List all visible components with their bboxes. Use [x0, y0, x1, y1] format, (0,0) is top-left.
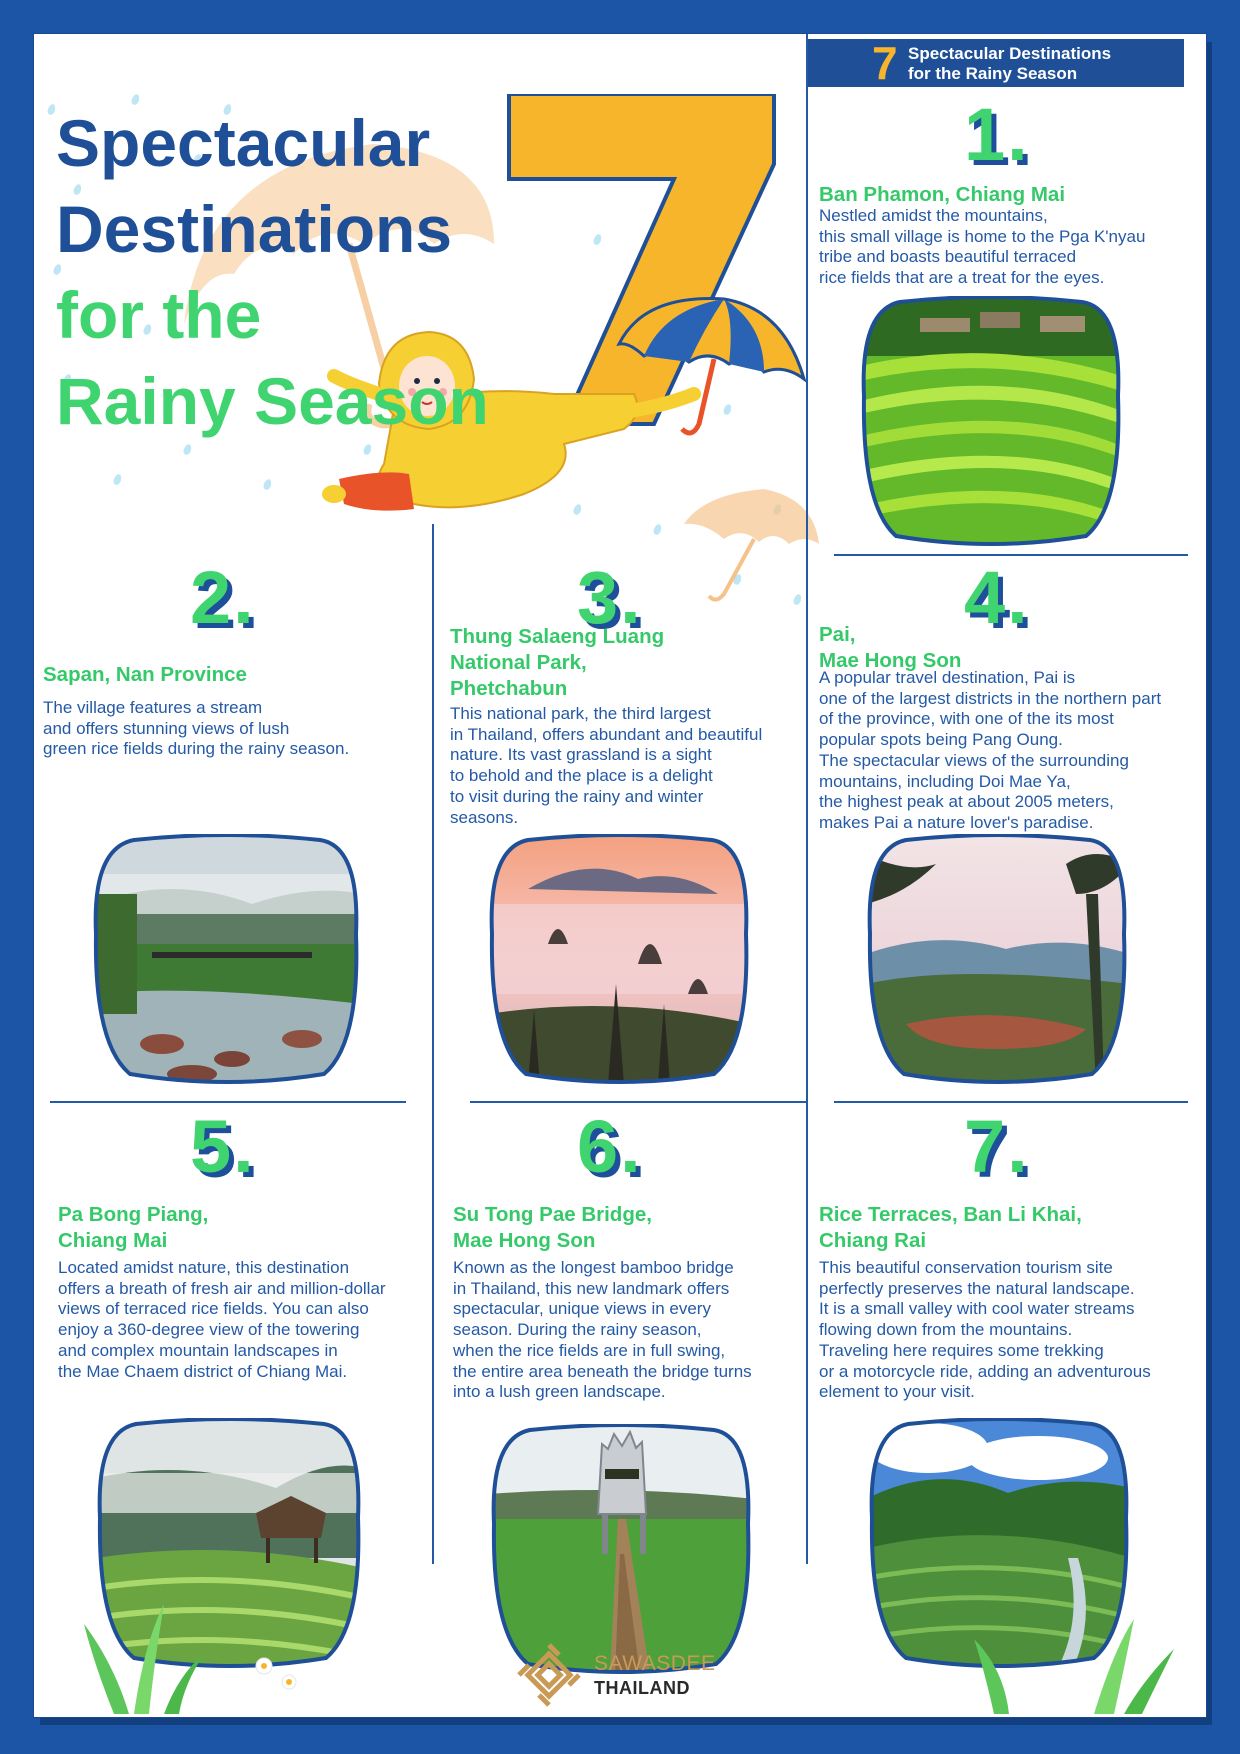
umbrella-icon [684, 489, 819, 600]
destination-description: Located amidst nature, this destination offers a breath of fresh air and million-dollar views of terraced rice fields. You can also enjoy a 360-degree view of the towering and complex mountain landscapes in the Mae Chaem district of Chiang Mai. [58, 1258, 386, 1381]
destination-description: Known as the longest bamboo bridge in Thailand, this new landmark offers spectacular, unique views in every season. During the rainy season, when the rice fields are in full swing, the entire area beneath the bridge turns into a lush green landscape. [453, 1258, 752, 1402]
hero-title [56, 106, 489, 454]
sawasdee-thailand-logo-icon [516, 1642, 582, 1708]
destination-number: 4. [964, 556, 1030, 639]
destination-description: This beautiful conservation tourism site perfectly preserves the natural landscape. It is a small valley with cool water streams flowing down from the mountains. Traveling here requires some trekking or a motorcycle ride, adding an adventurous element to your visit. [819, 1258, 1151, 1402]
photo-pine-mountain-viewpoint [866, 834, 1130, 1084]
column-divider-right [806, 34, 808, 1564]
hero-title-line-3: for the [56, 278, 262, 352]
row-divider [470, 1101, 806, 1103]
destination-number: 5. [190, 1105, 256, 1188]
destination-number: 7. [964, 1105, 1030, 1188]
banner-number: 7 [872, 37, 898, 89]
destination-description: The village features a stream and offers stunning views of lush green rice fields during the rainy season. [43, 698, 350, 759]
sawasdee-thailand-logo [516, 1642, 756, 1708]
destination-description: This national park, the third largest in Thailand, offers abundant and beautiful nature. Its vast grassland is a sight to behold and the place is a delight to visit during the rainy and winter seasons. [450, 704, 763, 827]
banner-line-1: Spectacular Destinations [908, 44, 1112, 63]
photo-misty-grassland-sunrise [488, 834, 752, 1084]
banner [806, 39, 1184, 87]
hero-title-line-2: Destinations [56, 192, 453, 266]
destination-description: A popular travel destination, Pai is one of the largest districts in the northern part of the province, with one of the its most popular spots being Pang Oung. The spectacular views of the surrounding mountains, including Doi Mae Ya, the highest peak at about 2005 meters, makes Pai a nature lover's paradise. [819, 668, 1162, 833]
destination-title: Sapan, Nan Province [43, 663, 247, 686]
destination-number: 1. [964, 93, 1030, 176]
infographic-sheet [34, 34, 1206, 1717]
destination-title: Thung Salaeng Luang National Park, Phetchabun [450, 625, 665, 701]
destination-title: Pa Bong Piang, Chiang Mai [58, 1203, 209, 1253]
row-divider [834, 1101, 1188, 1103]
destination-number: 3. [577, 556, 643, 639]
logo-line-2: THAILAND [594, 1678, 690, 1698]
flower-icon [244, 1654, 304, 1694]
photo-river-bridge-misty-hills [92, 834, 362, 1084]
destination-title: Pai, Mae Hong Son [819, 623, 962, 673]
destination-number: 2. [190, 556, 256, 639]
big-seven-icon [509, 94, 774, 424]
destination-title: Rice Terraces, Ban Li Khai, Chiang Rai [819, 1203, 1082, 1253]
logo-line-1: SAWASDEE [594, 1652, 716, 1675]
row-divider [50, 1101, 406, 1103]
column-divider-left [432, 524, 434, 1564]
photo-bamboo-bridge-gate [490, 1424, 754, 1674]
destination-number: 6. [577, 1105, 643, 1188]
banner-line-2: for the Rainy Season [908, 64, 1078, 83]
destination-title: Su Tong Pae Bridge, Mae Hong Son [453, 1203, 652, 1253]
hero-title-line-1: Spectacular [56, 106, 431, 180]
destination-description: Nestled amidst the mountains, this small village is home to the Pga K'nyau tribe and boasts beautiful terraced rice fields that are a treat for the eyes. [819, 206, 1146, 288]
grass-icon [974, 1609, 1174, 1714]
photo-terraced-rice-fields-village [860, 296, 1122, 546]
destination-title: Ban Phamon, Chiang Mai [819, 183, 1066, 206]
hero-title-line-4: Rainy Season [56, 364, 489, 438]
